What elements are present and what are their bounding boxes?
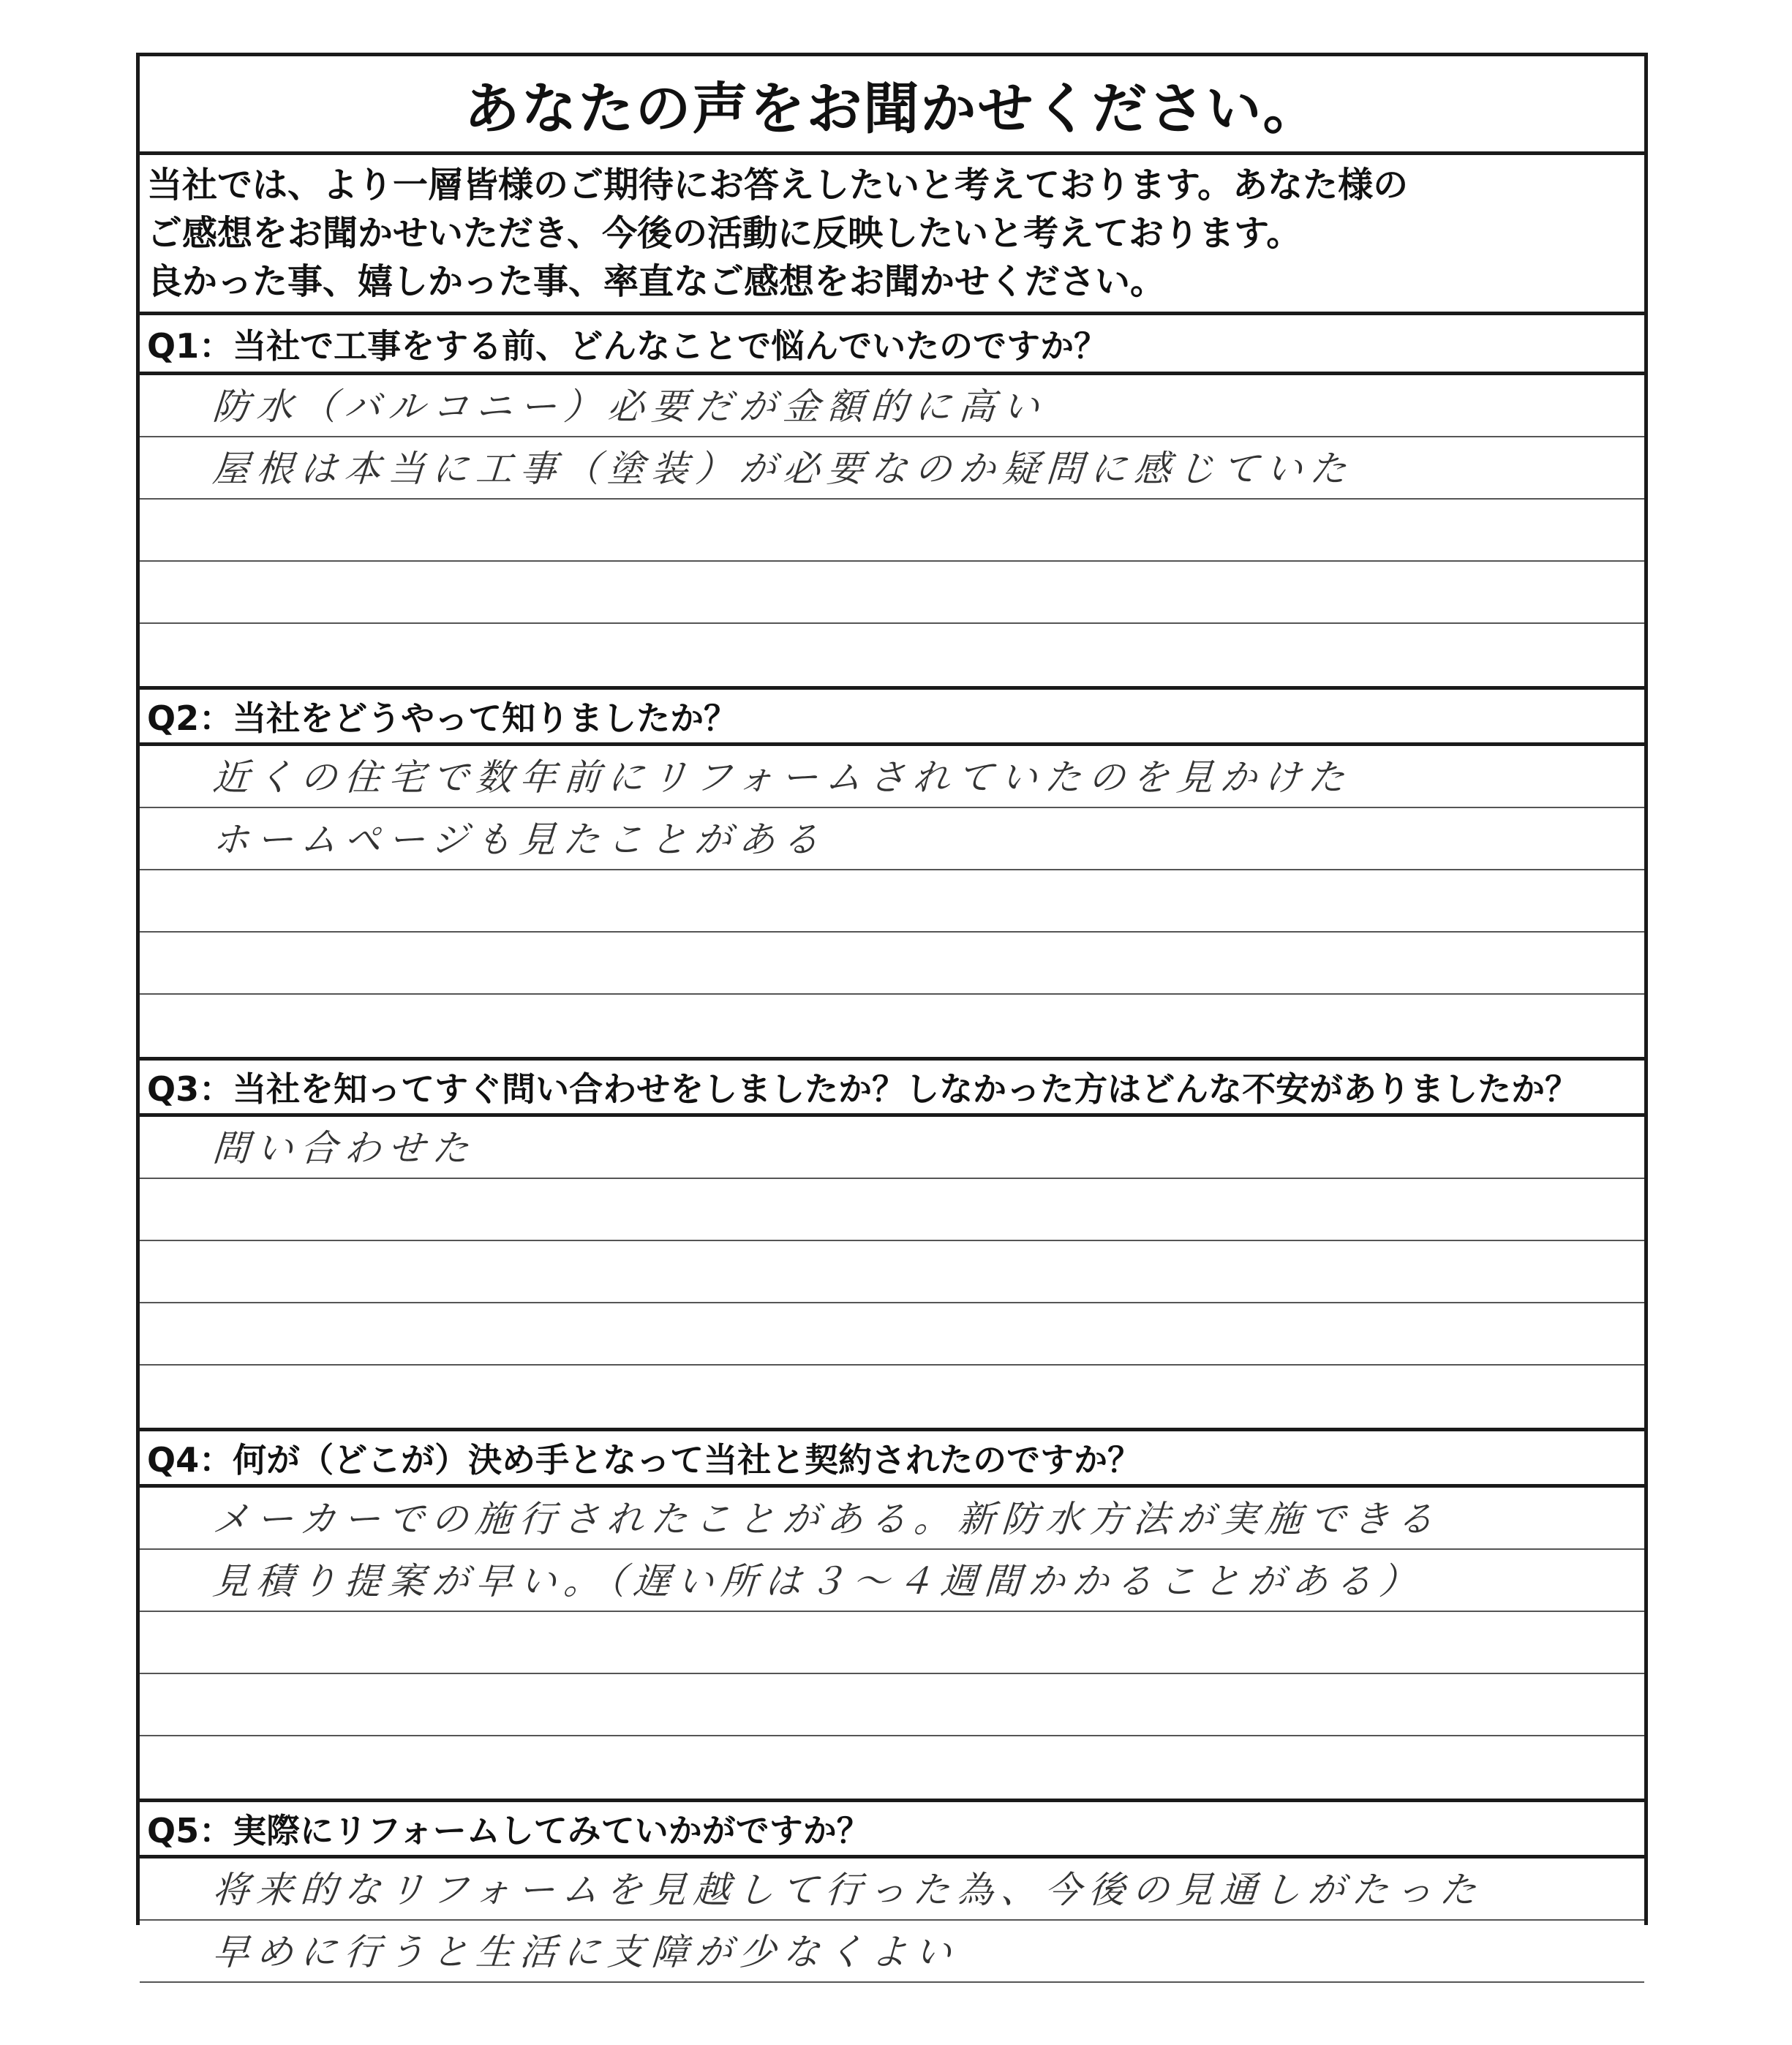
question-label	[140, 1057, 1644, 1117]
question-block-q1	[140, 315, 1644, 686]
survey-form	[136, 53, 1648, 1973]
answer-line	[140, 1674, 1644, 1736]
handwritten-answer: 問い合わせた	[211, 1127, 478, 1170]
answer-line	[140, 808, 1644, 870]
answer-area	[140, 375, 1644, 686]
answer-line	[140, 375, 1644, 437]
answer-line	[140, 1488, 1644, 1550]
form-title-row	[140, 56, 1644, 155]
handwritten-answer: 防水（バルコニー）必要だが金額的に高い	[211, 385, 1048, 428]
question-block-q2	[140, 686, 1644, 1057]
answer-line	[140, 562, 1644, 624]
answer-line	[140, 437, 1644, 500]
question-block-q4	[140, 1428, 1644, 1799]
handwritten-answer: 近くの住宅で数年前にリフォームされていたのを見かけた	[211, 756, 1354, 799]
question-text: Q4：何が（どこが）決め手となって当社と契約されたのですか？	[147, 1440, 1142, 1480]
handwritten-answer: 将来的なリフォームを見越して行った為、今後の見通しがたった	[211, 1869, 1486, 1911]
answer-line	[140, 1550, 1644, 1612]
answer-line	[140, 1612, 1644, 1674]
answer-line	[140, 1303, 1644, 1366]
handwritten-answer: 早めに行うと生活に支障が少なくよい	[211, 1931, 960, 1973]
answer-line	[140, 1366, 1644, 1428]
answer-line	[140, 1921, 1644, 1983]
handwritten-answer: ホームページも見たことがある	[211, 818, 828, 861]
question-block-q5	[140, 1799, 1644, 2045]
answer-line	[140, 1858, 1644, 1921]
handwritten-answer: 見積り提案が早い。（遅い所は３～４週間かかることがある）	[211, 1560, 1425, 1603]
answer-line	[140, 870, 1644, 933]
form-title: あなたの声をお聞かせください。	[464, 75, 1320, 141]
handwritten-answer: 屋根は本当に工事（塗装）が必要なのか疑問に感じていた	[211, 448, 1355, 490]
answer-line	[140, 1736, 1644, 1799]
answer-line	[140, 1179, 1644, 1241]
question-label	[140, 1428, 1644, 1488]
answer-area	[140, 1117, 1644, 1428]
answer-area	[140, 746, 1644, 1057]
answer-area	[140, 1858, 1644, 2045]
question-label	[140, 315, 1644, 375]
question-text: Q3：当社を知ってすぐ問い合わせをしましたか？しなかった方はどんな不安がありましたか？	[147, 1069, 1579, 1109]
question-label	[140, 1799, 1644, 1858]
intro-line: 良かった事、嬉しかった事、率直なご感想をお聞かせください。	[147, 261, 1166, 302]
answer-line	[140, 624, 1644, 686]
intro-line: 当社では、より一層皆様のご期待にお答えしたいと考えております。あなた様の	[147, 165, 1409, 206]
answer-line	[140, 995, 1644, 1057]
answer-line	[140, 500, 1644, 562]
answer-area	[140, 1488, 1644, 1799]
handwritten-answer: メーカーでの施行されたことがある。新防水方法が実施できる	[211, 1498, 1442, 1540]
intro-line: ご感想をお聞かせいただき、今後の活動に反映したいと考えております。	[147, 213, 1302, 254]
question-text: Q5：実際にリフォームしてみていかがですか？	[147, 1811, 870, 1850]
answer-line	[140, 746, 1644, 808]
intro-text	[140, 155, 1644, 315]
question-text: Q2：当社をどうやって知りましたか？	[147, 698, 738, 738]
answer-line	[140, 1241, 1644, 1303]
question-text: Q1：当社で工事をする前、どんなことで悩んでいたのですか？	[147, 325, 1108, 366]
question-block-q3	[140, 1057, 1644, 1428]
question-label	[140, 686, 1644, 746]
answer-line	[140, 1983, 1644, 2045]
answer-line	[140, 933, 1644, 995]
answer-line	[140, 1117, 1644, 1179]
